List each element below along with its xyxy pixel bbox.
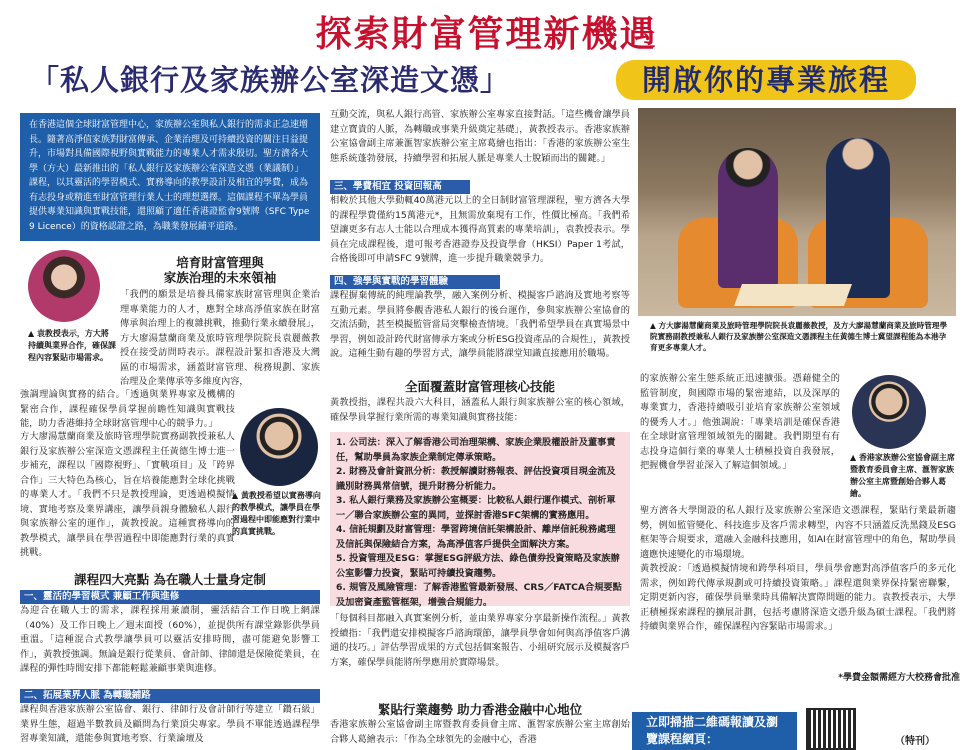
photo-caption: ▲ 方大廖湯慧蘭商業及旅時管理學院院長袁麗薇教授，及方大廖湯慧蘭商業及旅時管理學院實務副教授兼私人銀行及家族辦公室深造文憑課程主任黃德生博士冀望課程能為本港孕育更多專業人才。 xyxy=(650,321,948,352)
middle-para5: 「每個科目都融入真實案例分析，並由業界專家分享最新操作流程。」黃教授續指：「我們還安排模擬客戶諮詢環節，讓學員學會如何與高淨值客戶溝通的技巧。」評估學習成果的方式包括個案報告、小組研究展示及模擬客戶方案，確保學員能將所學應用於實際場景。 xyxy=(330,613,630,668)
portrait-wong xyxy=(240,408,318,486)
section2-para2: 課程與香港家族辦公室協會、銀行、律師行及會計師行等建立「鑽石級」業界生態，超過半數教員及顧問為行業頂尖專家。學員不單能透過課程學習專業知識，還能參與實地考察、行業論壇及 xyxy=(20,704,320,744)
person-left xyxy=(718,148,778,288)
tagline-badge: 開啟你的專業旅程 xyxy=(616,60,916,100)
section1-title-line2: 家族治理的未來領袖 xyxy=(163,270,277,285)
highlight-bar-1: 一、靈活的學習模式 兼顧工作與進修 xyxy=(20,590,320,604)
highlight-bar-3: 三、學費相宜 投資回報高 xyxy=(330,180,470,194)
qr-code[interactable] xyxy=(806,708,856,750)
caption-kot: ▲ 香港家族辦公室協會副主席暨教育委員會主席、滙智家族辦公室主席暨創始合夥人葛繪。 xyxy=(850,453,955,498)
module-item-5: 5. 投資管理及ESG：掌握ESG評級方法、綠色債券投資策略及家族辦公室影響力投資，緊貼可持續投資趨勢。 xyxy=(336,553,620,579)
trend-title: 緊貼行業趨勢 助力香港金融中心地位 xyxy=(377,702,583,717)
module-list xyxy=(330,432,630,606)
middle-para3: 相較於其他大學動輒40萬港元以上的全日制財富管理課程，聖方濟各大學的課程學費僅約15萬港元*，且無需放棄現有工作，性價比極高。「我們希望讓更多有志人士能以合理成本獲得高質素的專業培訓」，袁教授表示。學員在完成課程後，還可報考香港證券及投資學會（HKSI）Paper 1考試，合格後即可申請SFC 9號牌，進一步提升職業競爭力。 xyxy=(330,195,630,264)
headline: 探索財富管理新機遇 xyxy=(315,14,658,55)
right-para3: 黃教授說：「透過模擬情境和跨學科項目，學員學會應對高淨值客戶的多元化需求，例如跨代傳承規劃或可持續投資策略。」課程還與業界保持緊密聯繫，定期更新內容，確保學員畢業時具備解決實際問題的能力。袁教授表示，大學正積極探索課程的擴展計劃，包括考慮將深造文憑升級為碩士課程。「我們將持續與業界合作，確保課程內容緊貼市場需求。」 xyxy=(640,563,956,632)
right-para2: 聖方濟各大學開設的私人銀行及家族辦公室深造文憑課程，緊貼行業最新趨勢，例如監管變化、科技進步及客戶需求轉型，內容不只涵蓋反洗黑錢及ESG框架等合規要求，還融入金融科技應用，如AI在財富管理中的角色，幫助學員適應快速變化的市場環境。 xyxy=(640,505,956,560)
section1-para1: 「我們的願景是培養具備家族財富管理與企業治理專業能力的人才，應對全球高淨值家族在財富傳承與治理上的複雜挑戰，推動行業永續發展」，方大廖湯慧蘭商業及旅時管理學院院長袁麗薇教授在接受訪問時表示。課程設計緊扣香港及大灣區的市場需求，涵蓋財富管理、稅務規劃、家族治理及企業傳承等多維度內容， xyxy=(120,289,320,387)
intro-box: 在香港這個全球財富管理中心，家族辦公室與私人銀行的需求正急速增長。隨著高淨值家族對財富傳承、企業治理及可持續投資的關注日益提升，市場對具備國際視野與實戰能力的專業人才需求殷切。聖方濟各大學（方大）最新推出的「私人銀行及家族辦公室深造文憑（業議制）」課程，以其靈活的學習模式、實務導向的教學設計及相宜的學費，成為有志投身或精進至財富管理行業人士的理想選擇。這個課程不單為學員提供專業知識與實戰技能，還照顧了適任香港證監會9號牌（SFC Type 9 Licence）的資格認證之路，為職業發展鋪平道路。 xyxy=(20,113,320,241)
special-feature-label: （特刊） xyxy=(895,736,935,747)
section2-para1: 為迎合在職人士的需求，課程採用兼讀制，靈活結合工作日晚上網課（40%）及工作日晚上／週末面授（60%），並提供所有課堂錄影供學員重溫。「這種混合式教學讓學員可以靈活安排時間，盡可能避免影響工作」，黃教授強調。無論是銀行從業員、會計師、律師還是保險從業員，在課程的彈性時間安排下都能輕鬆兼顧事業與進修。 xyxy=(20,605,320,674)
footnote: *學費金額需經方大校務會批准 xyxy=(838,673,960,683)
brochures xyxy=(734,284,852,306)
interview-photo xyxy=(638,108,956,316)
module-item-1: 1. 公司法：深入了解香港公司治理架構、家族企業股權設計及董事責任，幫助學員為家族企業制定傳承策略。 xyxy=(336,437,616,463)
right-para1: 的家族辦公室生態系統正迅速擴張。憑藉健全的監管制度，與國際市場的緊密連結，以及深厚的專業實力，香港持續吸引並培育家族辦公室領域的優秀人才。」他強調說：「專業培訓是確保香港在全球財富管理領域領先的關鍵。我們期望有有志投身這個行業的專業人士積極投資自我發展，把握機會學習並深入了解這個領域。」 xyxy=(640,373,840,471)
section1-para2: 方大廖湯慧蘭商業及旅時管理學院實務副教授兼私人銀行及家族辦公室深造文憑課程主任黃德生博士進一步補充，課程以「國際視野」、「實戰項目」及「跨界合作」三大特色為核心，旨在培養能應對全球化挑戰的專業人才。「我們不只是教授理論，更透過模擬情境、實地考察及業界講座，讓學員親身體驗私人銀行與家族辦公室的運作」，黃教授說。這種實務導向的教學模式，讓學員在學習過程中即能應對行業的真實挑戰。 xyxy=(20,431,235,558)
module-item-3: 3. 私人銀行業務及家族辦公室概要：比較私人銀行運作模式、剖析單一／聯合家族辦公室的異同，並探討香港SFC架構的實務應用。 xyxy=(336,495,616,521)
portrait-kot xyxy=(852,375,926,449)
qr-call-to-action: 立即掃描二維碼報讀及瀏覽課程網頁： xyxy=(632,712,797,750)
module-item-2: 2. 財務及會計資訊分析：教授解讀財務報表、評估投資項目現金流及識別財務異常信號，提升財務分析能力。 xyxy=(336,466,616,492)
section1-title-line1: 培育財富管理與 xyxy=(176,255,264,270)
caption-wong: ▲ 黃教授希望以實務導向的教學模式，讓學員在學習過程中即能應對行業中的真實挑戰。 xyxy=(232,491,321,536)
middle-para4: 課程摒棄傳統的純理論教學，融入案例分析、模擬客戶諮詢及實地考察等互動元素。學員將參觀香港私人銀行的後台運作，參與家族辦公室協會的交流活動，甚至模擬監管當局突擊檢查情境。「我們希望學員在真實場景中學習，例如設計跨代財富傳承方案或分析ESG投資產品的合規性」，黃教授說。這種生動有趣的學習方式，讓學員能將課堂知識直接應用於職場。 xyxy=(330,290,630,359)
module-item-4: 4. 信託規劃及財富管理：學習跨境信託架構設計、離岸信託稅務處理及信託與保險結合方案，為高淨值客戶提供全面解決方案。 xyxy=(336,524,616,550)
core-skills-intro: 黃教授指，課程共設六大科目，涵蓋私人銀行與家族辦公室的核心領域，確保學員掌握行業所需的專業知識與實務技能： xyxy=(330,397,630,423)
section2-title: 課程四大亮點 為在職人士量身定制 xyxy=(74,572,266,587)
highlight-bar-4: 四、強學與實戰的學習體驗 xyxy=(330,275,500,289)
module-item-6: 6. 規管及風險管理：了解香港監管最新發展、CRS／FATCA合規要點及加密資產監管框架，增強合規能力。 xyxy=(336,582,622,608)
person-right xyxy=(826,138,890,298)
core-skills-title: 全面覆蓋財富管理核心技能 xyxy=(404,379,555,394)
section1-para1b: 強調理論與實務的結合。「透過與業界專家及機構的緊密合作，課程確保學員掌握前瞻性知識與實戰技能，助力香港維持全球財富管理中心的競爭力。」 xyxy=(20,389,235,429)
middle-para6: 香港家族辦公室協會副主席暨教育委員會主席、滙智家族辦公室主席創始合夥人葛繪表示：「作為全球領先的金融中心，香港 xyxy=(330,719,630,745)
highlight-bar-2: 二、拓展業界人脈 為轉職鋪路 xyxy=(20,689,320,703)
middle-para-top: 互動交流，與私人銀行高管、家族辦公室專家直接對話。「這些機會讓學員建立寶貴的人脈，為轉職或事業升級奠定基礎」，黃教授表示。香港家族辦公室協會副主席兼滙智家族辦公室主席葛繪也指出：「香港的家族辦公室生態系統蓬勃發展，持續學習和拓展人脈是專業人士脫穎而出的關鍵。」 xyxy=(330,109,630,164)
portrait-yuen xyxy=(28,250,100,322)
program-title: 「私人銀行及家族辦公室深造文憑」 xyxy=(30,63,511,97)
caption-yuen: ▲ 袁教授表示，方大將持續與業界合作，確保課程內容緊貼市場需求。 xyxy=(28,329,116,362)
